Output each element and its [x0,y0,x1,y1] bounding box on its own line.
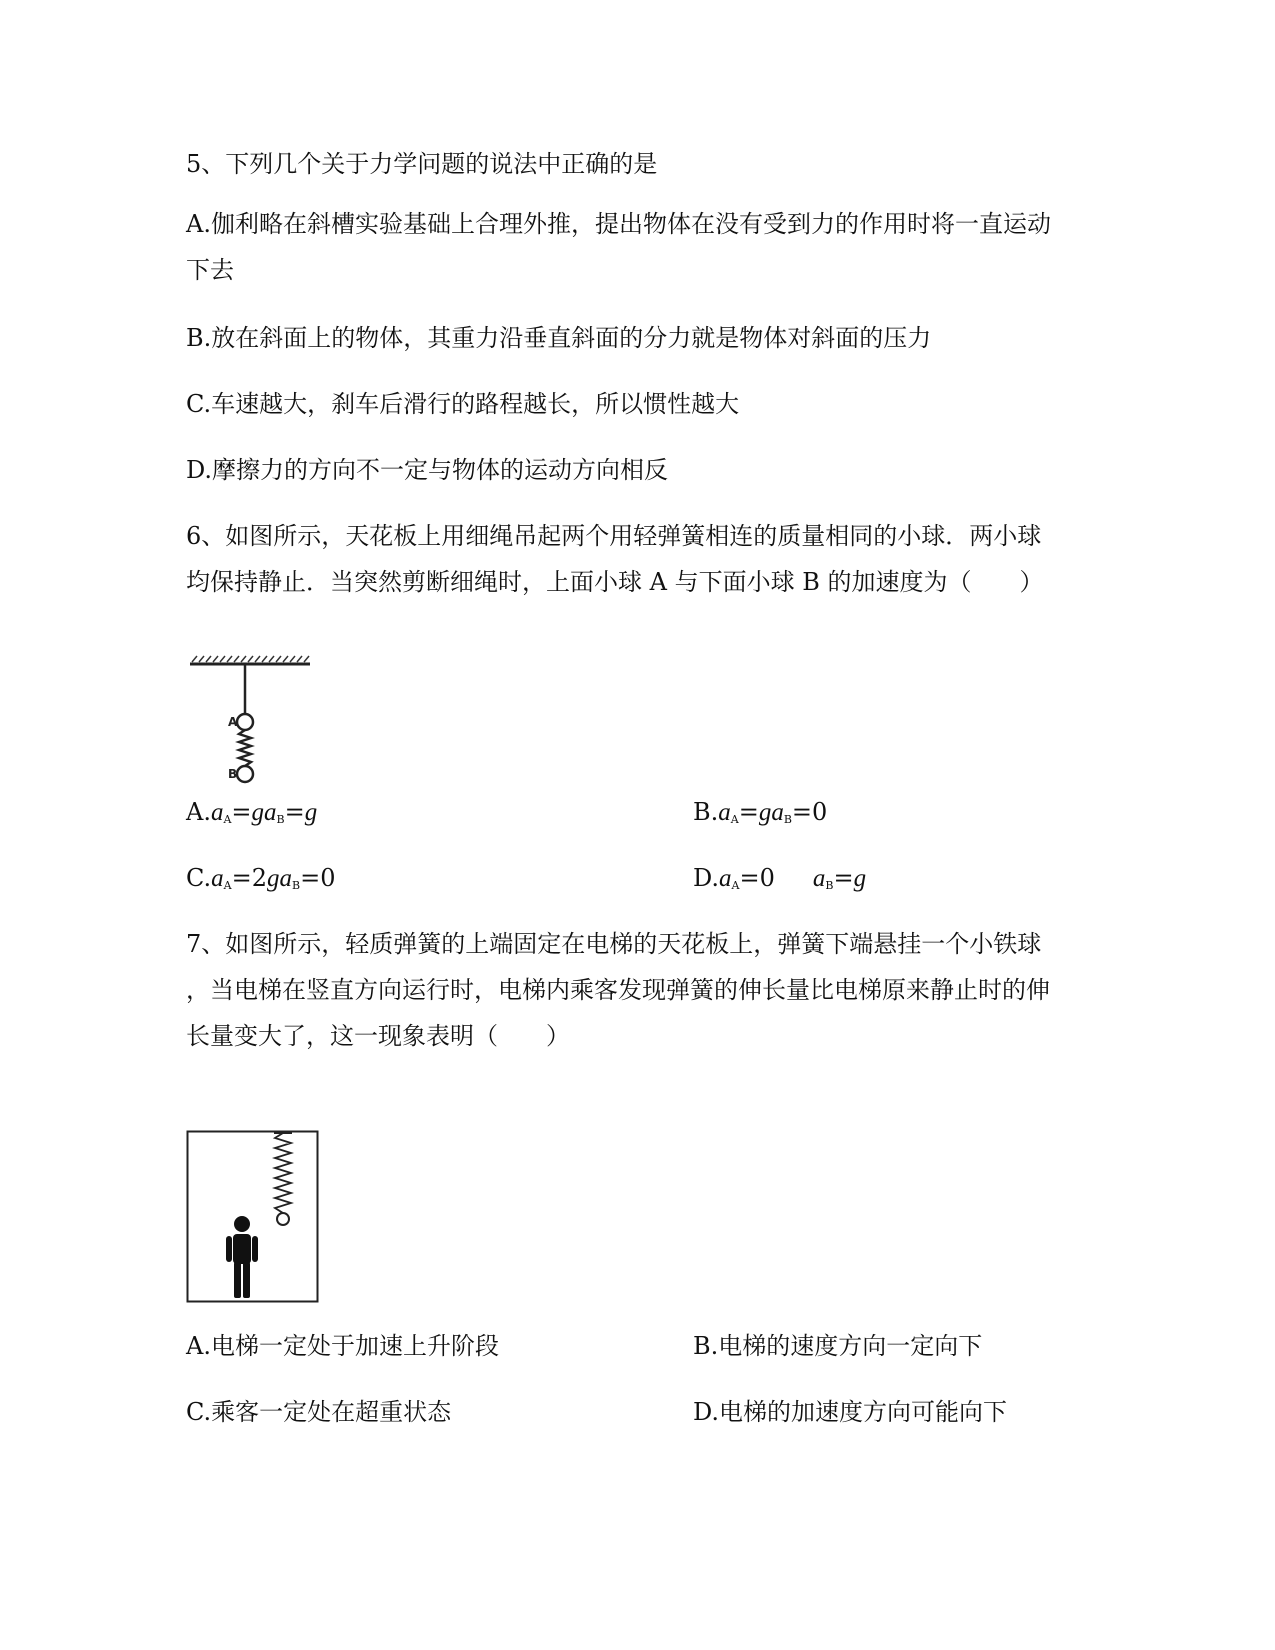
q5-option-a-line2: 下去 [186,256,234,284]
q6-option-b: $B.a_A=ga_B=0$ [693,798,828,826]
svg-text:A: A [228,715,238,729]
q6-option-a: $A.a_A=ga_B=g$ [186,798,318,826]
q7-stem-line2: ，当电梯在竖直方向运行时，电梯内乘客发现弹簧的伸长量比电梯原来静止时的伸 [186,976,1050,1004]
q7-option-c: C.乘客一定处在超重状态 [186,1398,452,1426]
elevator-figure [186,1130,320,1304]
q6-option-d: $D.a_A=0$ $a_B=g$ [693,864,867,892]
q7-option-b: B.电梯的速度方向一定向下 [693,1332,983,1360]
q5-option-a-line1: A.伽利略在斜槽实验基础上合理外推，提出物体在没有受到力的作用时将一直运动 [186,210,1051,238]
q5-stem: 5、下列几个关于力学问题的说法中正确的是 [186,150,658,178]
q5-option-b: B.放在斜面上的物体，其重力沿垂直斜面的分力就是物体对斜面的压力 [186,324,932,352]
q7-option-a: A.电梯一定处于加速上升阶段 [186,1332,499,1360]
spring-balls-figure [188,654,318,798]
q6-stem-line2: 均保持静止．当突然剪断细绳时，上面小球 A 与下面小球 B 的加速度为（ ） [186,568,1044,596]
q7-stem-line3: 长量变大了，这一现象表明（ ） [186,1022,570,1050]
q5-option-c: C.车速越大，刹车后滑行的路程越长，所以惯性越大 [186,390,740,418]
q5-option-d: D.摩擦力的方向不一定与物体的运动方向相反 [186,456,669,484]
q6-option-c: $C.a_A=2ga_B=0$ [186,864,336,892]
q6-stem-line1: 6、如图所示，天花板上用细绳吊起两个用轻弹簧相连的质量相同的小球．两小球 [186,522,1042,550]
q7-stem-line1: 7、如图所示，轻质弹簧的上端固定在电梯的天花板上，弹簧下端悬挂一个小铁球 [186,930,1042,958]
q7-option-d: D.电梯的加速度方向可能向下 [693,1398,1008,1426]
svg-text:B: B [228,767,238,781]
